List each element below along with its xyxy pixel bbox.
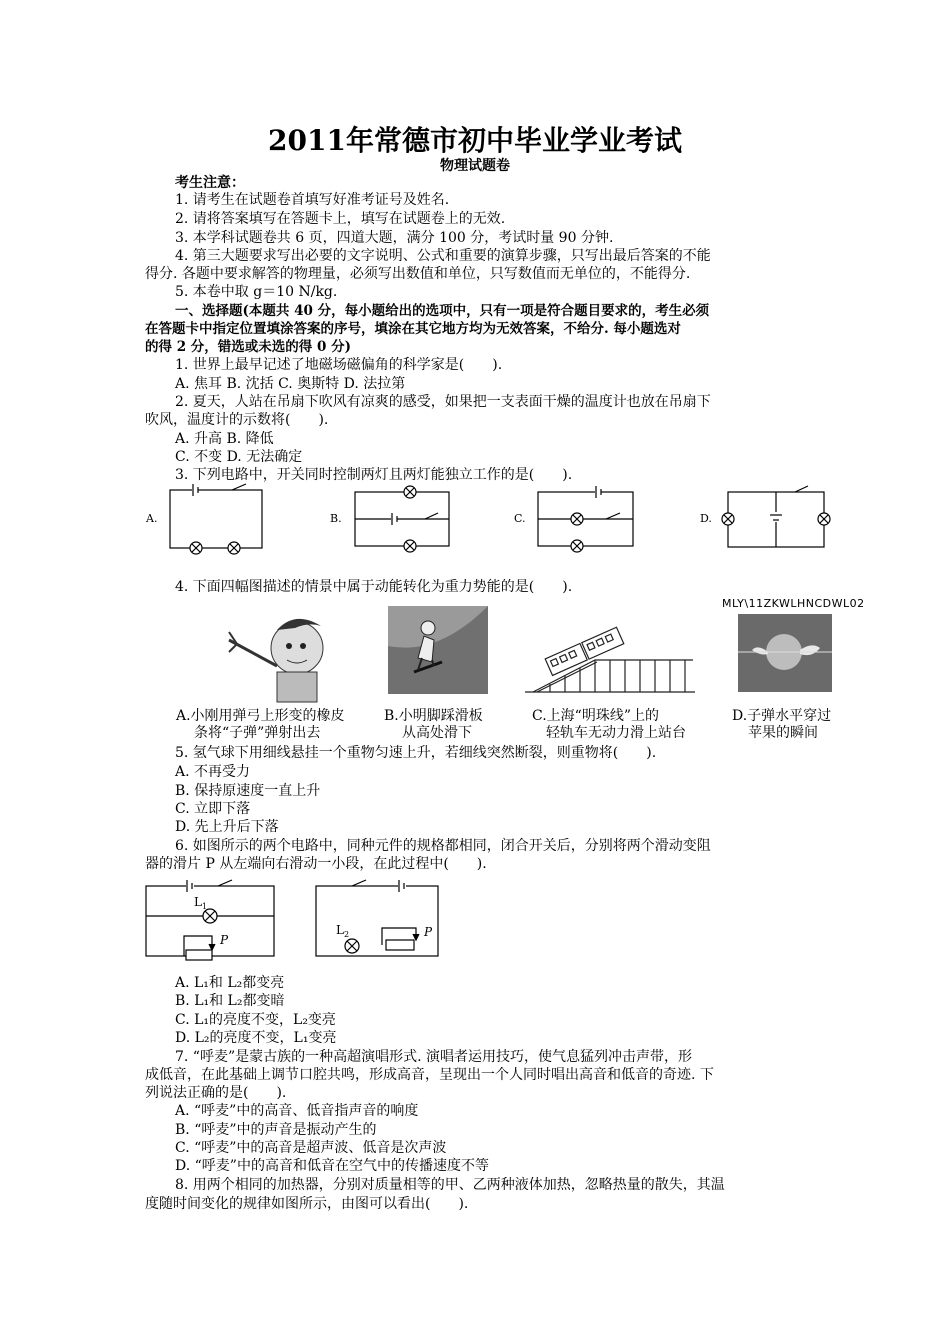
question-6-option: B. L₁和 L₂都变暗 [175, 993, 285, 1009]
lamp-label: L [194, 895, 202, 909]
circuit-label: A. [146, 512, 158, 525]
question-3-circuits [140, 482, 860, 562]
question-5-option: A. 不再受力 [175, 764, 251, 780]
question-5-option: C. 立即下落 [175, 801, 251, 817]
section-heading: 一、选择题(本题共 40 分，每小题给出的选项中，只有一项是符合题目要求的，考生必须 [175, 303, 710, 319]
question-6-stem: 器的滑片 P 从左端向右滑动一小段，在此过程中( ). [145, 856, 487, 872]
train-ramp-illustration [525, 620, 695, 696]
slingshot-illustration [225, 608, 345, 704]
question-7-stem: 7. “呼麦”是蒙古族的一种高超演唱形式. 演唱者运用技巧，使气息猛列冲击声带，形 [175, 1049, 693, 1065]
figure-caption: 条将“子弹”弹射出去 [194, 725, 321, 741]
question-7-stem: 成低音，在此基础上调节口腔共鸣，形成高音，呈现出一个人同时唱出高音和低音的奇迹. 下 [145, 1067, 714, 1083]
circuit-a [170, 484, 262, 554]
page-title: 2011年常德市初中毕业学业考试 [268, 124, 682, 157]
question-2-options: C. 不变 D. 无法确定 [175, 449, 303, 465]
figure-caption: A.小刚用弹弓上形变的橡皮 [176, 708, 345, 724]
notice-item: 2. 请将答案填写在答题卡上，填写在试题卷上的无效. [175, 211, 506, 227]
figure-caption: 轻轨车无动力滑上站台 [546, 725, 686, 741]
page-subtitle: 物理试题卷 [440, 158, 510, 174]
slider-label: P [220, 933, 229, 947]
circuit-c [538, 486, 633, 552]
question-6-stem: 6. 如图所示的两个电路中，同种元件的规格都相同，闭合开关后，分别将两个滑动变阻 [175, 838, 711, 854]
question-5-option: B. 保持原速度一直上升 [175, 783, 321, 799]
question-code: MLY\11ZKWLHNCDWL02 [722, 597, 865, 610]
slider-label: P [424, 925, 433, 939]
question-4-stem: 4. 下面四幅图描述的情景中属于动能转化为重力势能的是( ). [175, 579, 573, 595]
question-7-option: C. “呼麦”中的高音是超声波、低音是次声波 [175, 1140, 447, 1156]
figure-caption: C.上海“明珠线”上的 [532, 708, 659, 724]
notice-item: 3. 本学科试题卷共 6 页，四道大题，满分 100 分，考试时量 90 分钟. [175, 230, 614, 246]
question-6-circuits [140, 874, 450, 964]
question-7-option: B. “呼麦”中的声音是振动产生的 [175, 1122, 377, 1138]
section-instruction: 在答题卡中指定位置填涂答案的序号，填涂在其它地方均为无效答案，不给分. 每小题选对 [145, 321, 681, 337]
notice-item: 5. 本卷中取 g＝10 N/kg. [175, 284, 338, 300]
question-6-option: D. L₂的亮度不变，L₁变亮 [175, 1030, 337, 1046]
figure-caption: B.小明脚踩滑板 [384, 708, 483, 724]
notice-item: 得分. 各题中要求解答的物理量，必须写出数值和单位，只写数值而无单位的，不能得分. [145, 266, 691, 282]
circuit-label: B. [330, 512, 342, 525]
skateboard-illustration [388, 606, 488, 694]
question-3-stem: 3. 下列电路中，开关同时控制两灯且两灯能独立工作的是( ). [175, 467, 573, 483]
question-2-stem: 2. 夏天，人站在吊扇下吹风有凉爽的感受，如果把一支表面干燥的温度计也放在吊扇下 [175, 394, 711, 410]
question-2-stem: 吹风，温度计的示数将( ). [145, 412, 329, 428]
figure-caption: D.子弹水平穿过 [732, 708, 832, 724]
question-6-option: A. L₁和 L₂都变亮 [175, 975, 285, 991]
bullet-apple-illustration [738, 614, 832, 692]
notice-item: 1. 请考生在试题卷首填写好准考证号及姓名. [175, 192, 450, 208]
section-instruction: 的得 2 分，错选或未选的得 0 分) [145, 339, 351, 355]
circuit-label: D. [700, 512, 712, 525]
question-6-option: C. L₁的亮度不变，L₂变亮 [175, 1012, 336, 1028]
notice-heading: 考生注意： [175, 175, 245, 191]
question-7-option: A. “呼麦”中的高音、低音指声音的响度 [175, 1103, 419, 1119]
figure-caption: 从高处滑下 [402, 725, 472, 741]
figure-caption: 苹果的瞬间 [748, 725, 818, 741]
question-1-stem: 1. 世界上最早记述了地磁场磁偏角的科学家是( ). [175, 357, 503, 373]
lamp-label: L [336, 923, 344, 937]
notice-item: 4. 第三大题要求写出必要的文字说明、公式和重要的演算步骤，只写出最后答案的不能 [175, 248, 711, 264]
question-8-stem: 度随时间变化的规律如图所示，由图可以看出( ). [145, 1196, 469, 1212]
question-7-option: D. “呼麦”中的高音和低音在空气中的传播速度不等 [175, 1158, 489, 1174]
question-2-options: A. 升高 B. 降低 [175, 431, 274, 447]
circuit-d [722, 486, 830, 547]
question-8-stem: 8. 用两个相同的加热器，分别对质量相等的甲、乙两种液体加热，忽略热量的散失，其温 [175, 1177, 725, 1193]
question-5-stem: 5. 氢气球下用细线悬挂一个重物匀速上升，若细线突然断裂，则重物将( ). [175, 745, 657, 761]
question-5-option: D. 先上升后下落 [175, 819, 279, 835]
lamp-label-subscript: 2 [344, 930, 350, 939]
question-7-stem: 列说法正确的是( ). [145, 1085, 287, 1101]
lamp-label-subscript: 1 [202, 902, 208, 911]
question-1-options: A. 焦耳 B. 沈括 C. 奥斯特 D. 法拉第 [175, 376, 406, 392]
circuit-label: C. [514, 512, 526, 525]
circuit-b [355, 486, 449, 552]
